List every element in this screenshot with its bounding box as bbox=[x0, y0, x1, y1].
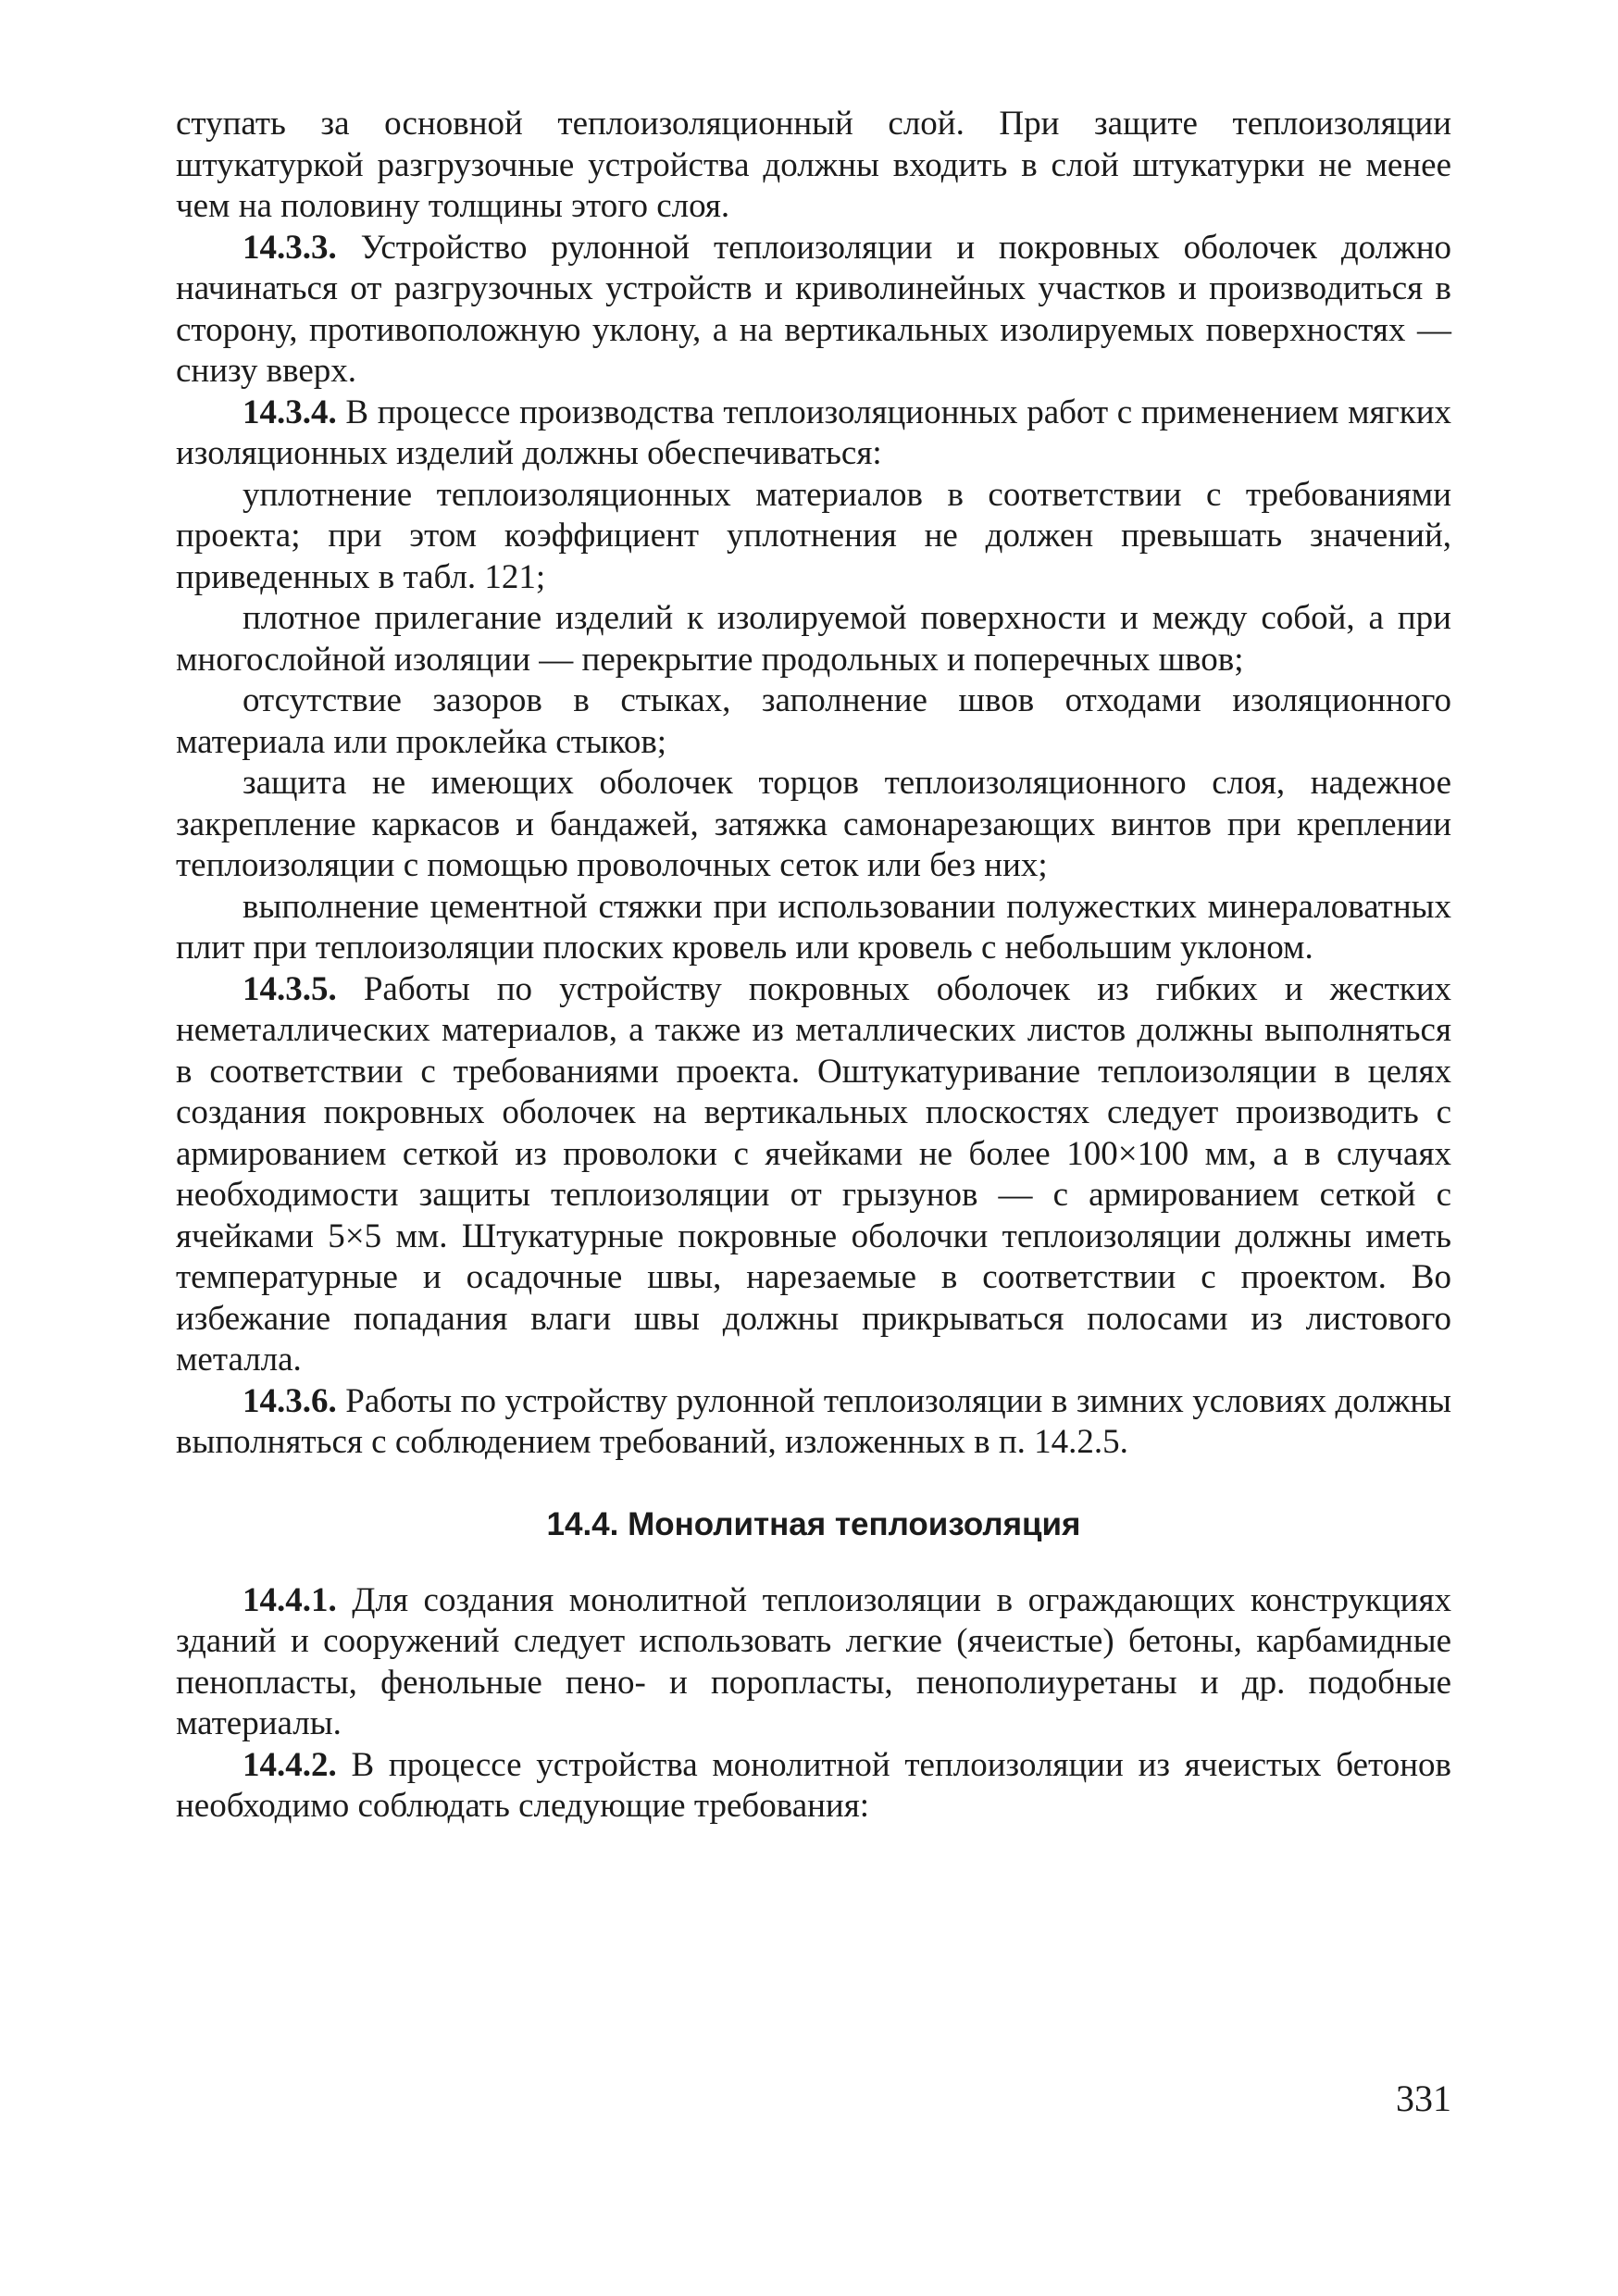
list-item-compaction bbox=[176, 475, 1451, 599]
page-text-column bbox=[176, 104, 1451, 1828]
section-heading: 14.4. Монолитная теплоизоляция bbox=[546, 1505, 1081, 1542]
clause-number: 14.3.5. bbox=[243, 969, 337, 1008]
paragraph-text: Работы по устройству покровных оболочек из гибких и жестких неметаллических материалов, а также из металлических листов должны выполняться в соответствии с требованиями проекта. Оштукатуривание теплоизоляции в целях создания покровных оболочек на вертикальных плоскостях следует производить с армированием сеткой из проволоки с ячейками не более 100×100 мм, а в случаях необходимости защиты теплоизоляции от грызунов — с армированием сеткой с ячейками 5×5 мм. Штукатурные покровные оболочки теплоизоляции должны иметь температурные и осадочные швы, нарезаемые в соответствии с проектом. Во избежание попадания влаги швы должны прикрываться полосами из листового металла. bbox=[176, 969, 1451, 1379]
paragraph-text: В процессе устройства монолитной теплоизоляции из ячеистых бетонов необходимо соблюдать следующие требования: bbox=[176, 1745, 1451, 1825]
paragraph-text: ступать за основной теплоизоляционный слой. При защите теплоизоляции штукатуркой разгрузочные устройства должны входить в слой штукатурки не менее чем на половину толщины этого слоя. bbox=[176, 105, 1451, 225]
clause-number: 14.4.2. bbox=[243, 1745, 337, 1784]
paragraph-text: отсутствие зазоров в стыках, заполнение швов отходами изоляционного материала или проклейка стыков; bbox=[176, 681, 1451, 761]
paragraph-14-4-2 bbox=[176, 1745, 1451, 1828]
paragraph-text: Устройство рулонной теплоизоляции и покровных оболочек должно начинаться от разгрузочных устройств и криволинейных участков и производиться в сторону, противоположную уклону, а на вертикальных изолируемых поверхностях — снизу вверх. bbox=[176, 228, 1451, 390]
clause-number: 14.3.3. bbox=[243, 228, 337, 267]
page-number: 331 bbox=[1396, 2078, 1451, 2119]
paragraph-continued bbox=[176, 104, 1451, 228]
paragraph-text: Для создания монолитной теплоизоляции в ограждающих конструкциях зданий и сооружений следует использовать легкие (ячеистые) бетоны, карбамидные пенопласты, фенольные пено- и поропласты, пенополиуретаны и др. подобные материалы. bbox=[176, 1580, 1451, 1742]
paragraph-14-3-6 bbox=[176, 1381, 1451, 1464]
clause-number: 14.3.4. bbox=[243, 393, 337, 431]
paragraph-text: уплотнение теплоизоляционных материалов в соответствии с требованиями проекта; при этом коэффициент уплотнения не должен превышать значений, приведенных в табл. 121; bbox=[176, 475, 1451, 596]
paragraph-14-3-4 bbox=[176, 393, 1451, 475]
list-item-no-gaps bbox=[176, 680, 1451, 763]
clause-number: 14.4.1. bbox=[243, 1580, 337, 1619]
paragraph-14-3-5 bbox=[176, 969, 1451, 1381]
paragraph-text: В процессе производства теплоизоляционных работ с применением мягких изоляционных изделий должны обеспечиваться: bbox=[176, 393, 1451, 472]
clause-number: 14.3.6. bbox=[243, 1381, 337, 1420]
list-item-tight-fit bbox=[176, 598, 1451, 680]
list-item-protection bbox=[176, 763, 1451, 887]
paragraph-14-3-3 bbox=[176, 228, 1451, 393]
paragraph-text: защита не имеющих оболочек торцов теплоизоляционного слоя, надежное закрепление каркасов и бандажей, затяжка самонарезающих винтов при креплении теплоизоляции с помощью проволочных сеток или без них; bbox=[176, 764, 1451, 884]
paragraph-text: плотное прилегание изделий к изолируемой поверхности и между собой, а при многослойной изоляции — перекрытие продольных и поперечных швов; bbox=[176, 599, 1451, 679]
paragraph-14-4-1 bbox=[176, 1580, 1451, 1745]
paragraph-text: выполнение цементной стяжки при использовании полужестких минераловатных плит при теплоизоляции плоских кровель или кровель с небольшим уклоном. bbox=[176, 887, 1451, 967]
paragraph-text: Работы по устройству рулонной теплоизоляции в зимних условиях должны выполняться с соблюдением требований, изложенных в п. 14.2.5. bbox=[176, 1381, 1451, 1461]
list-item-screed bbox=[176, 887, 1451, 969]
